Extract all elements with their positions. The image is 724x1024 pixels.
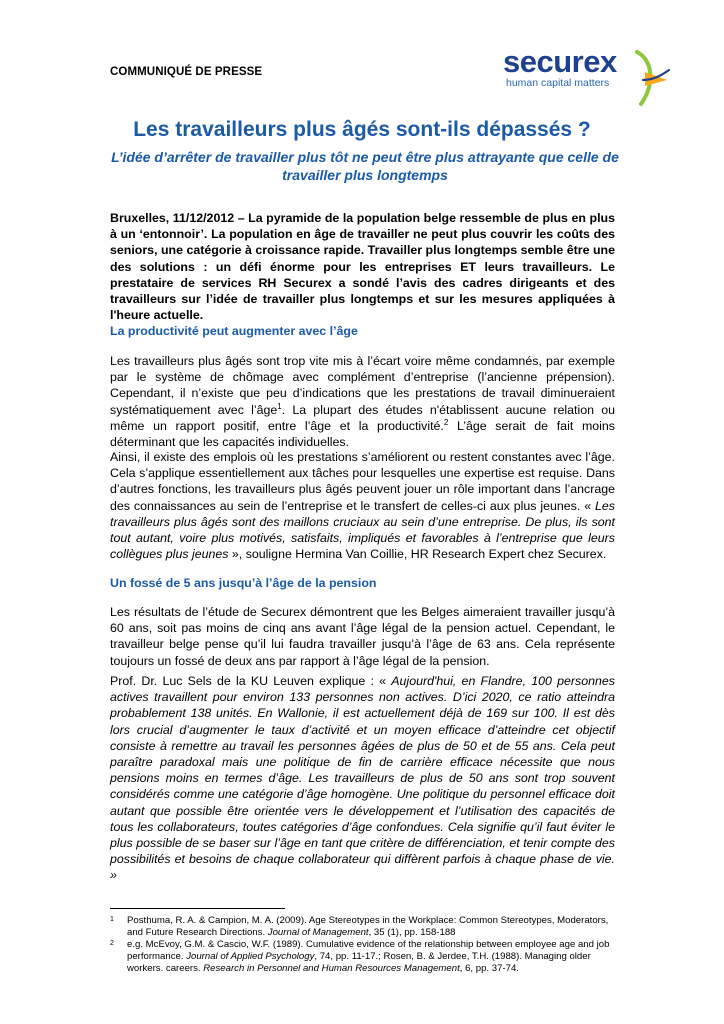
quote-luc-sels: Aujourd'hui, en Flandre, 100 personnes actives travaillent pour environ 133 personnes non actives. D’ici 2020, ce ratio atteindra probablement 138 unités. En Wallonie, il est actuellement déjà de 169 sur 100. Il est dès lors crucial d’augmenter le taux d’activité et un moyen efficace d’atteindre cet objectif consiste à remettre au travail les personnes âgées de plus de 50 et de 55 ans. Cela peut paraître paradoxal mais une politique de fin de carrière efficace nécessite que nous pensions moins en termes d’âge. Les travailleurs de plus de 50 ans sont trop souvent considérés comme une catégorie d’âge homogène. Une politique du personnel efficace doit autant que possible être orientée vers le développement et l’utilisation des capacités de tous les collaborateurs, toutes catégories d’âge confondues. Cela signifie qu’il faut éviter le plus possible de se baser sur l’âge en tant que critère de différenciation, et tenir compte des possibilités et besoins de chaque collaborateur qui diffèrent parfois à chaque phase de vie. » <box>110 674 615 883</box>
footnote-ref-2: 2 <box>443 417 449 427</box>
productivity-paragraph-1: Les travailleurs plus âgés sont trop vite mis à l’écart voire même condamnés, par exemple par le système de chômage avec complément d’entreprise (l’ancienne prépension). Cependant, il n’existe que peu d’indications que les prestations de travail diminueraient systématiquement avec l’âge$^1$. La plupart des études n'établissent aucune relation ou même un rapport positif, entre l’âge et la productivité.$^2$ L’âge serait de fait moins déterminant que les capacités individuelles. <box>110 354 615 450</box>
section-heading-pension-gap: Un fossé de 5 ans jusqu’à l’âge de la pension <box>110 576 377 590</box>
logo-swoosh-icon <box>631 50 671 108</box>
press-release-label: COMMUNIQUÉ DE PRESSE <box>110 66 263 78</box>
page-title: Les travailleurs plus âgés sont-ils dépassés ? <box>133 118 591 141</box>
quote-van-coillie: Les travailleurs plus âgés sont des maillons cruciaux au sein d’une entreprise. De plus, ils sont tout autant, voire plus motivés, satisfaits, impliqués et favorables à l’entreprise que leurs collègues plus jeunes <box>110 498 615 562</box>
productivity-paragraph-2: Ainsi, il existe des emplois où les prestations s’améliorent ou restent constantes avec l’âge. Cela s’applique essentiellement aux tâches pour lesquelles une expertise est requise. Dans d’autres fonctions, les travailleurs plus âgés peuvent jouer un rôle important dans l’ancrage des connaissances au sein de l’entreprise et le transfert de celles-ci aux plus jeunes. « Les travailleurs plus âgés sont des maillons cruciaux au sein d’une entreprise. De plus, ils sont tout autant, voire plus motivés, satisfaits, impliqués et favorables à l’entreprise que leurs collègues plus jeunes », souligne Hermina Van Coillie, HR Research Expert chez Securex. <box>110 450 615 562</box>
footnote-divider <box>110 908 285 909</box>
pension-paragraph-1: Les résultats de l’étude de Securex démontrent que les Belges aimeraient travailler jusqu’à 60 ans, soit pas moins de cinq ans avant l’âge légal de la pension actuel. Cependant, le travailleur belge pense qu’il lui faudra travailler jusqu’à l’âge de 63 ans. Cela représente toujours un fossé de deux ans par rapport à l’âge légal de la pension. <box>110 605 615 668</box>
logo-wordmark: securex <box>503 44 617 79</box>
securex-logo <box>503 44 665 108</box>
pension-paragraph-2: Prof. Dr. Luc Sels de la KU Leuven explique : « Aujourd'hui, en Flandre, 100 personnes actives travaillent pour environ 133 personnes non actives. D’ici 2020, ce ratio atteindra probablement 138 unités. En Wallonie, il est actuellement déjà de 169 sur 100. Il est dès lors crucial d’augmenter le taux d’activité et un moyen efficace d’atteindre cet objectif consiste à remettre au travail les personnes âgées de plus de 50 et de 55 ans. Cela peut paraître paradoxal mais une politique de fin de carrière efficace nécessite que nous pensions moins en termes d’âge. Les travailleurs de plus de 50 ans sont trop souvent considérés comme une catégorie d’âge homogène. Une politique du personnel efficace doit autant que possible être orientée vers le développement et l’utilisation des capacités de tous les collaborateurs, toutes catégories d’âge confondues. Cela signifie qu’il faut éviter le plus possible de se baser sur l’âge en tant que critère de différenciation, et tenir compte des possibilités et besoins de chaque collaborateur qui diffèrent parfois à chaque phase de vie. » <box>110 674 615 883</box>
footnote-2: 2 e.g. McEvoy, G.M. & Cascio, W.F. (1989). Cumulative evidence of the relationship between employee age and job performance. Journal of Applied Psychology, 74, pp. 11-17.; Rosen, B. & Jerdee, T.H. (1988). Managing older workers. careers. Research in Personnel and Human Resources Management, 6, pp. 37-74. <box>110 939 610 974</box>
page-subtitle: L’idée d’arrêter de travailler plus tôt ne peut être plus attrayante que celle de travailler plus longtemps <box>111 149 619 183</box>
logo-tagline: human capital matters <box>506 77 610 89</box>
footnote-1: 1 Posthuma, R. A. & Campion, M. A. (2009). Age Stereotypes in the Workplace: Common Stereotypes, Moderators, and Future Research Directions. Journal of Management, 35 (1), pp. 158-188 <box>110 915 609 938</box>
footnote-ref-1: 1 <box>277 401 282 411</box>
intro-paragraph: Bruxelles, 11/12/2012 – La pyramide de la population belge ressemble de plus en plus à un ‘entonnoir’. La population en âge de travailler ne peut plus couvrir les coûts des seniors, une catégorie à croissance rapide. Travailler plus longtemps semble être une des solutions : un défi énorme pour les entreprises ET leurs travailleurs. Le prestataire de services RH Securex a sondé l’avis des cadres dirigeants et des travailleurs sur l’idée de travailler plus longtemps et sur les mesures appliquées à l'heure actuelle. <box>110 211 615 323</box>
section-heading-productivity: La productivité peut augmenter avec l’âge <box>110 324 358 338</box>
